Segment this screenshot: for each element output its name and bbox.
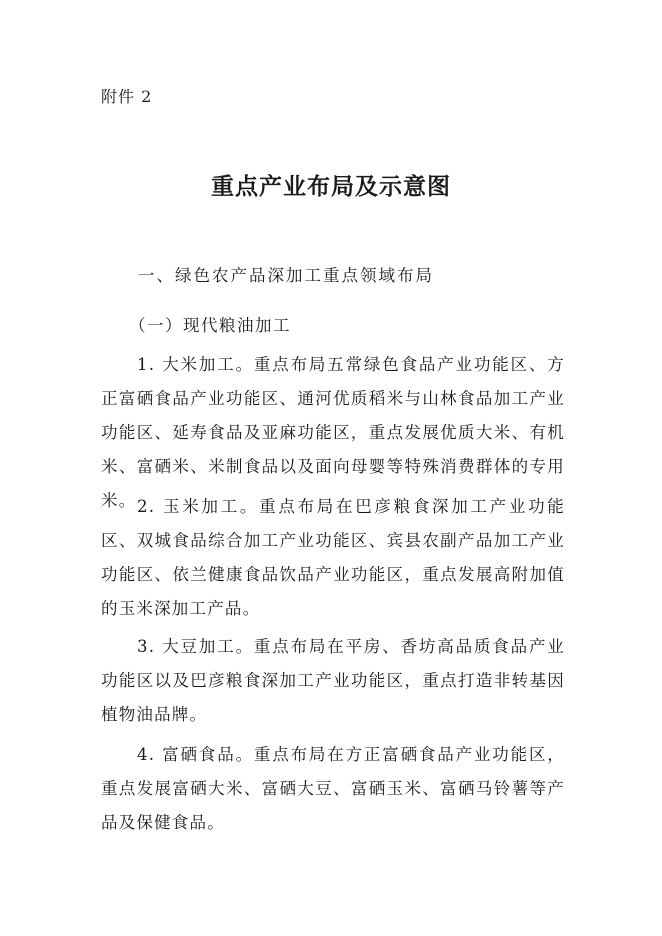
section-heading: 一、绿色农产品深加工重点领域布局 — [138, 266, 434, 285]
paragraph-selenium-food: 4. 富硒食品。重点布局在方正富硒食品产业功能区，重点发展富硒大米、富硒大豆、富硒玉米、富硒马铃薯等产品及保健食品。 — [101, 745, 565, 832]
page-title: 重点产业布局及示意图 — [211, 174, 451, 200]
paragraph-rice-processing: 1. 大米加工。重点布局五常绿色食品产业功能区、方正富硒食品产业功能区、通河优质稻米与山林食品加工产业功能区、延寿食品及亚麻功能区，重点发展优质大米、有机米、富硒米、米制食品以及面向母婴等特殊消费群体的专用米。 — [101, 355, 565, 510]
paragraph-corn-processing: 2. 玉米加工。重点布局在巴彦粮食深加工产业功能区、双城食品综合加工产业功能区、宾县农副产品加工产业功能区、依兰健康食品饮品产业功能区，重点发展高附加值的玉米深加工产品。 — [101, 497, 565, 618]
attachment-label: 附件 2 — [101, 87, 153, 106]
subsection-heading: （一）现代粮油加工 — [129, 316, 291, 335]
paragraph-soybean-processing: 3. 大豆加工。重点布局在平房、香坊高品质食品产业功能区以及巴彦粮食深加工产业功能区，重点打造非转基因植物油品牌。 — [101, 637, 565, 724]
